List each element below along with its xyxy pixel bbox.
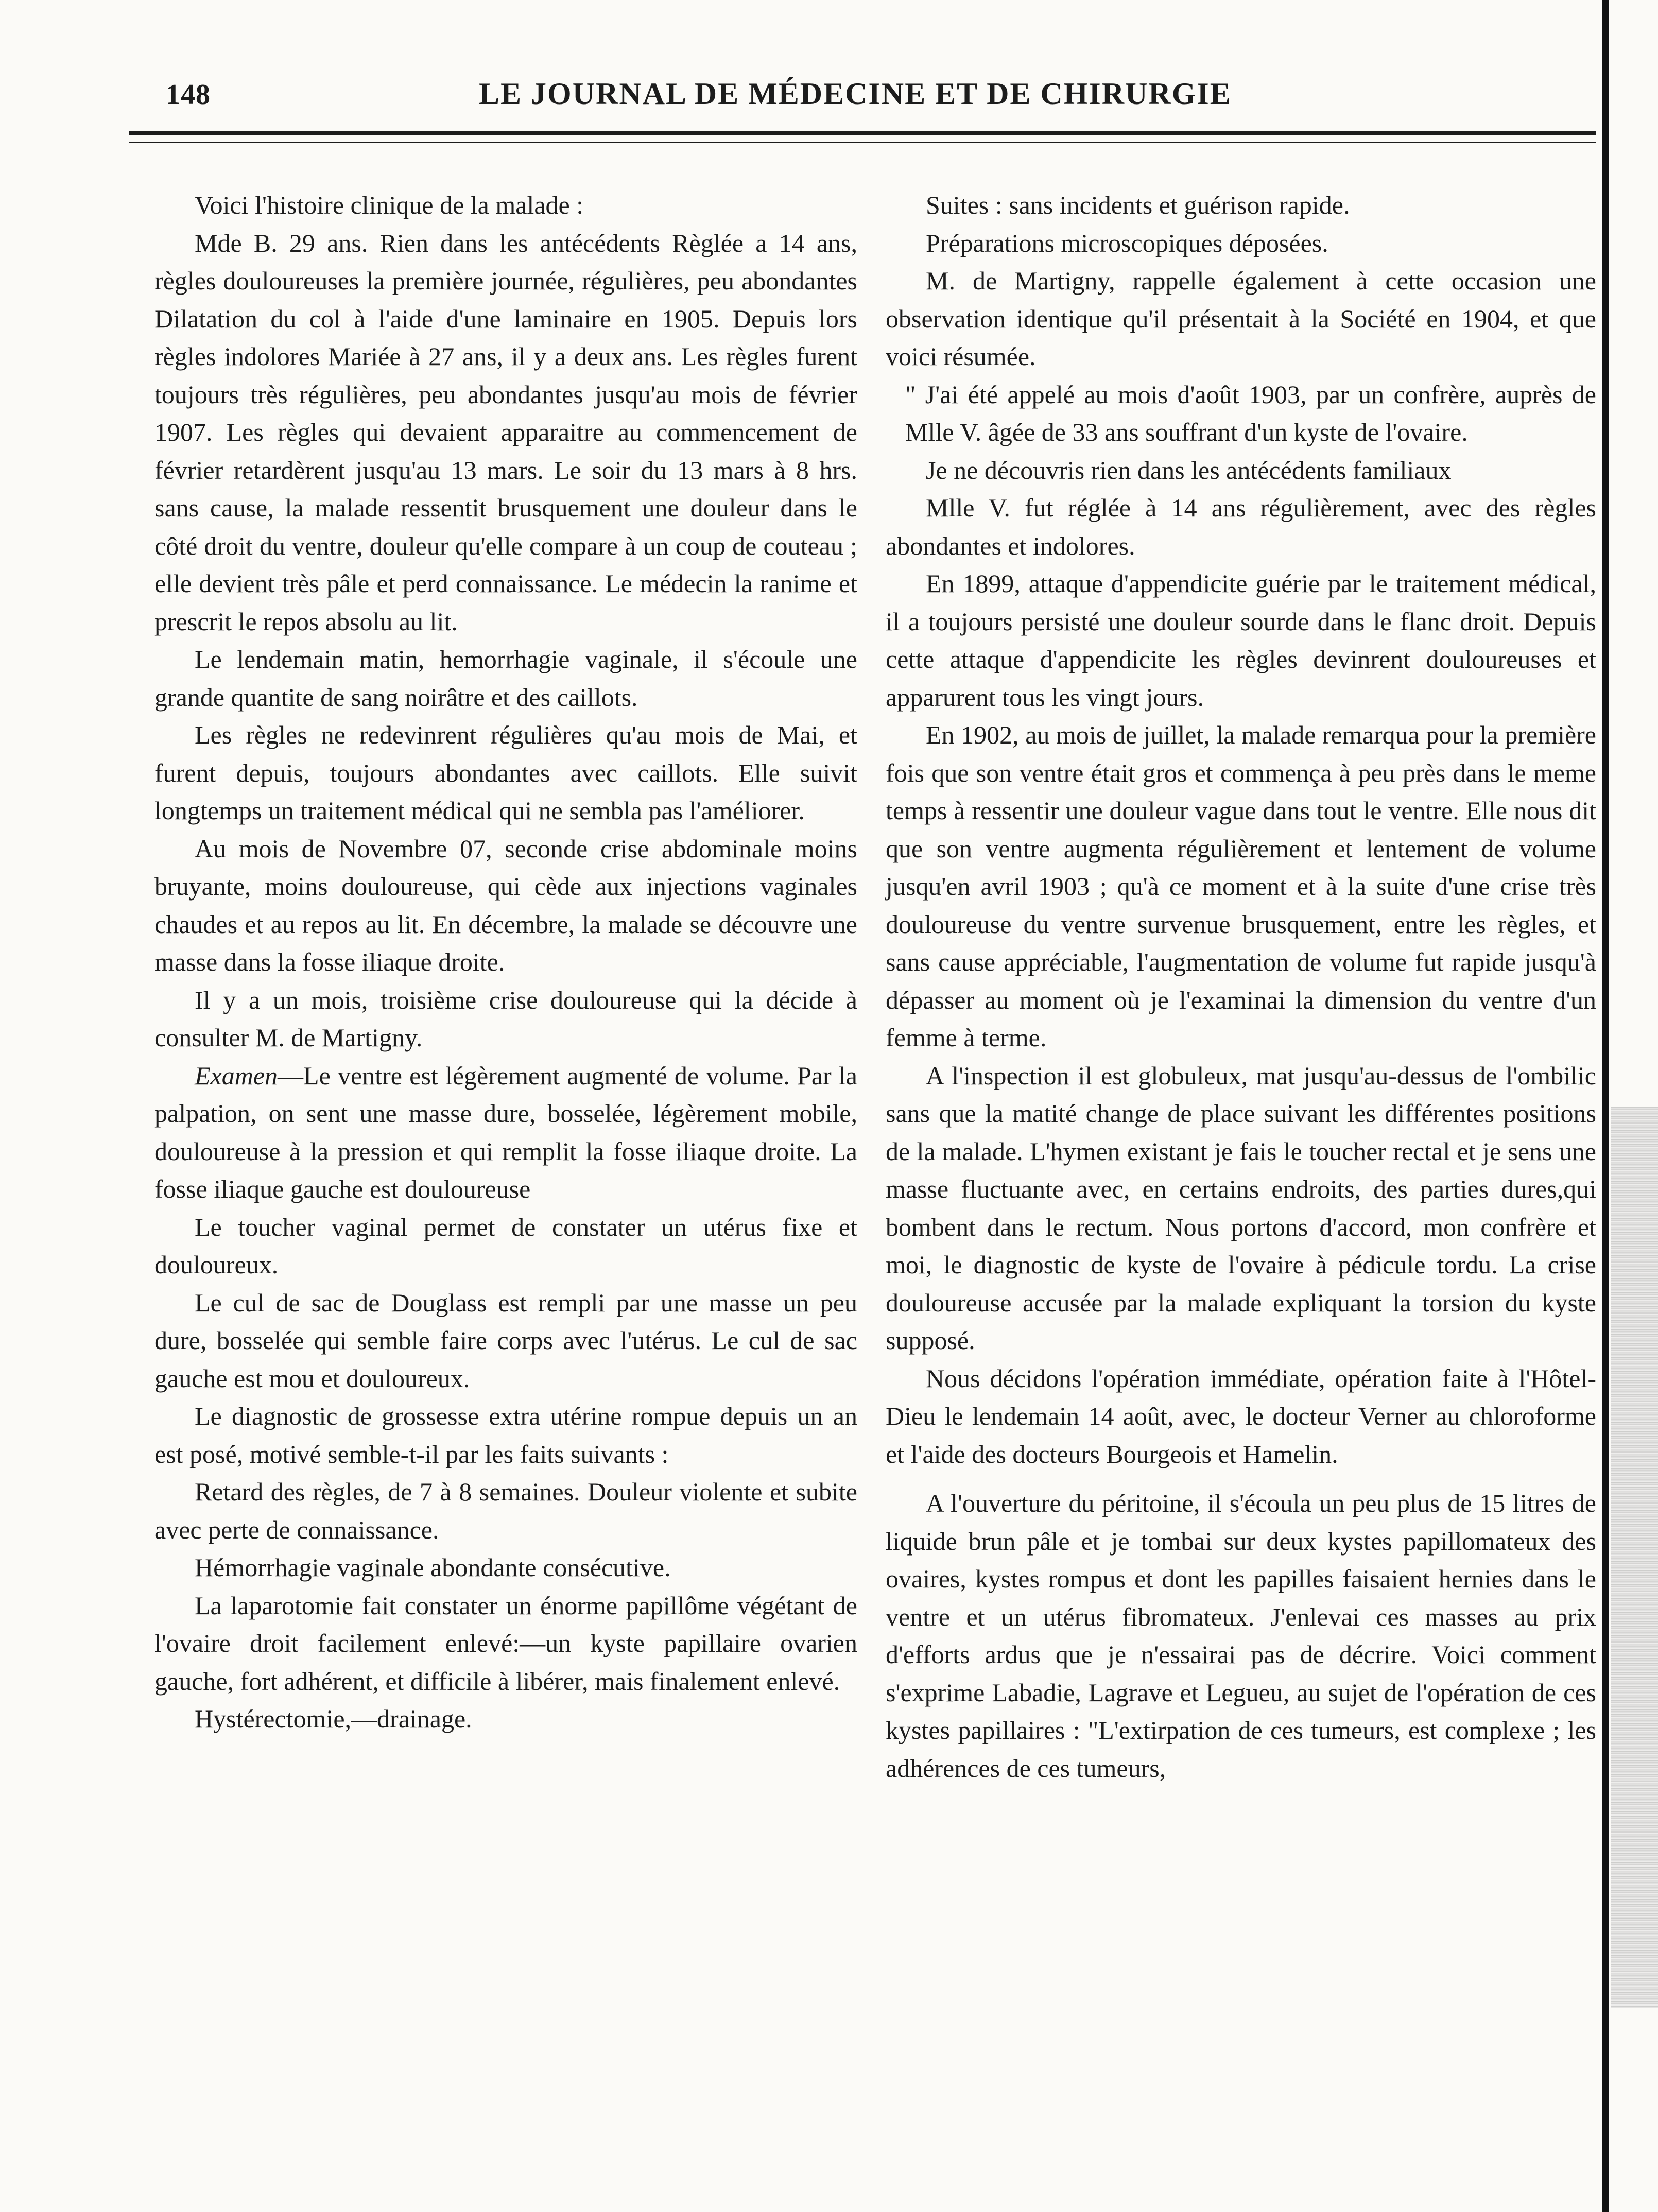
header-rule-thick — [129, 131, 1596, 135]
left-para-4: Les règles ne redevinrent régulières qu'au mois de Mai, et furent depuis, toujours abondantes avec caillots. Elle suivit longtemps un traitement médical qui ne sembla pas l'améliorer. — [154, 720, 857, 825]
scan-edge-bar — [1602, 0, 1609, 2212]
right-para-8: En 1902, au mois de juillet, la malade remarqua pour la première fois que son ventre était gros et commença à peu près dans le meme temps à ressentir une douleur vague dans tout le ventre. Elle nous dit que son ventre augmenta régulièrement et lentement de volume jusqu'en avril 1903 ; qu'à ce moment et à la suite d'une crise très douloureuse du ventre survenue brusquement, entre les règles, et sans cause appréciable, l'augmentation de volume fut rapide jusqu'à dépasser au moment où je l'examinai la dimension du ventre d'un femme à terme. — [886, 720, 1596, 1052]
running-head: LE JOURNAL DE MÉDECINE ET DE CHIRURGIE — [479, 77, 1232, 111]
right-column — [886, 186, 1596, 1787]
right-para-7: En 1899, attaque d'appendicite guérie par le traitement médical, il a toujours persisté une douleur sourde dans le flanc droit. Depuis cette attaque d'appendicite les règles devinrent douloureuses et apparurent tous les vingt jours. — [886, 569, 1596, 712]
left-para-9: Le cul de sac de Douglass est rempli par une masse un peu dure, bosselée qui semble faire corps avec l'utérus. Le cul de sac gauche est mou et douloureux. — [154, 1288, 857, 1393]
examen-lead: Examen — [195, 1061, 278, 1090]
left-para-12: Hémorrhagie vaginale abondante consécutive. — [195, 1553, 671, 1582]
right-para-5: Je ne découvris rien dans les antécédents familiaux — [926, 455, 1452, 485]
right-para-6: Mlle V. fut réglée à 14 ans régulièrement, avec des règles abondantes et indolores. — [886, 493, 1596, 560]
right-para-11: A l'ouverture du péritoine, il s'écoula un peu plus de 15 litres de liquide brun pâle et je tombai sur deux kystes papillomateux des ovaires, kystes rompus et dont les papilles faisaient hernies dans le ventre et un utérus fibromateux. J'enlevai ces masses au prix d'efforts ardus que je n'essairai pas de décrire. Voici comment s'exprime Labadie, Lagrave et Legueu, au sujet de l'opération de ces kystes papillaires : "L'extirpation de ces tumeurs, est complexe ; les adhérences de ces tumeurs, — [886, 1489, 1596, 1783]
left-para-10: Le diagnostic de grossesse extra utérine rompue depuis un an est posé, motivé semble-t-il par les faits suivants : — [154, 1402, 857, 1468]
right-para-3: M. de Martigny, rappelle également à cette occasion une observation identique qu'il présentait à la Société en 1904, et que voici résumée. — [886, 266, 1596, 371]
right-para-4: " J'ai été appelé au mois d'août 1903, par un confrère, auprès de Mlle V. âgée de 33 ans souffrant d'un kyste de l'ovaire. — [905, 379, 1596, 446]
left-para-5: Au mois de Novembre 07, seconde crise abdominale moins bruyante, moins douloureuse, qui cède aux injections vaginales chaudes et au repos au lit. En décembre, la malade se découvre une masse dans la fosse iliaque droite. — [154, 834, 857, 976]
right-para-9: A l'inspection il est globuleux, mat jusqu'au-dessus de l'ombilic sans que la matité change de place suivant les différentes positions de la malade. L'hymen existant je fais le toucher rectal et je sens une masse fluctuante avec, en certains endroits, des parties dures,qui bombent dans le rectum. Nous portons d'accord, mon confrère et moi, le diagnostic de kyste de l'ovaire à pédicule tordu. La crise douloureuse accusée par la malade expliquant la torsion du kyste supposé. — [886, 1061, 1596, 1355]
left-para-3: Le lendemain matin, hemorrhagie vaginale, il s'écoule une grande quantite de sang noirâtre et des caillots. — [154, 645, 857, 712]
left-para-13: La laparotomie fait constater un énorme papillôme végétant de l'ovaire droit facilement enlevé:—un kyste papillaire ovarien gauche, fort adhérent, et difficile à libérer, mais finalement enlevé. — [154, 1591, 857, 1696]
right-para-1: Suites : sans incidents et guérison rapide. — [926, 191, 1350, 219]
left-column — [154, 186, 857, 1738]
scan-edge-noise — [1611, 1107, 1658, 2008]
left-para-7: Examen—Le ventre est légèrement augmenté de volume. Par la palpation, on sent une masse dure, bosselée, légèrement mobile, douloureuse à la pression et qui remplit la fosse iliaque droite. La fosse iliaque gauche est douloureuse — [154, 1061, 857, 1203]
right-para-2: Préparations microscopiques déposées. — [926, 228, 1328, 257]
left-para-14: Hystérectomie,—drainage. — [195, 1704, 472, 1733]
left-para-8: Le toucher vaginal permet de constater un utérus fixe et douloureux. — [154, 1212, 857, 1279]
left-para-6: Il y a un mois, troisième crise douloureuse qui la décide à consulter M. de Martigny. — [154, 985, 857, 1052]
right-para-10: Nous décidons l'opération immédiate, opération faite à l'Hôtel-Dieu le lendemain 14 août, avec, le docteur Verner au chloroforme et l'aide des docteurs Bourgeois et Hamelin. — [886, 1363, 1596, 1468]
page-number: 148 — [166, 79, 211, 111]
left-para-11: Retard des règles, de 7 à 8 semaines. Douleur violente et subite avec perte de connaissance. — [154, 1477, 857, 1544]
header-rule-thin — [129, 142, 1596, 143]
left-para-2: Mde B. 29 ans. Rien dans les antécédents Règlée a 14 ans, règles douloureuses la première journée, régulières, peu abondantes Dilatation du col à l'aide d'une laminaire en 1905. Depuis lors règles indolores Mariée à 27 ans, il y a deux ans. Les règles furent toujours très régulières, peu abondantes jusqu'au mois de février 1907. Les règles qui devaient apparaitre au commencement de février retardèrent jusqu'au 13 mars. Le soir du 13 mars à 8 hrs. sans cause, la malade ressentit brusquement une douleur dans le côté droit du ventre, douleur qu'elle compare à un coup de couteau ; elle devient très pâle et perd connaissance. Le médecin la ranime et prescrit le repos absolu au lit. — [154, 228, 857, 636]
left-para-1: Voici l'histoire clinique de la malade : — [195, 191, 584, 219]
